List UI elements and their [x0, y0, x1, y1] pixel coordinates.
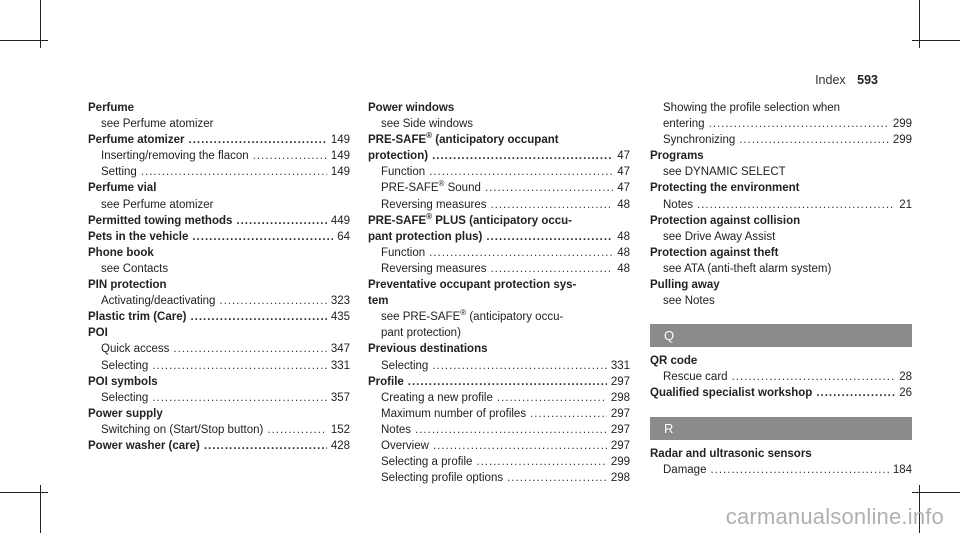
- index-column-1: [88, 100, 350, 454]
- index-subentry[interactable]: Reversing measures ..... 48: [368, 197, 630, 213]
- page-ref: 428: [330, 439, 350, 452]
- crop-mark: [0, 492, 48, 493]
- see-reference[interactable]: see Side windows: [381, 118, 474, 131]
- section-title: Index: [815, 73, 846, 87]
- registered-mark: ®: [460, 308, 467, 318]
- index-entry: Radar and ultrasonic sensors: [650, 447, 812, 460]
- index-subentry[interactable]: Inserting/removing the flacon ..... 149: [88, 148, 350, 164]
- crop-mark: [912, 40, 960, 41]
- index-subentry[interactable]: Selecting ..... 331: [88, 358, 350, 374]
- index-subentry[interactable]: Function ..... 47: [368, 164, 630, 180]
- index-subentry: Showing the profile selection when: [663, 102, 841, 114]
- index-entry: Power supply: [88, 407, 163, 420]
- page-ref: 323: [330, 295, 350, 308]
- index-entry[interactable]: pant protection plus) ..... 48: [368, 229, 630, 245]
- see-reference[interactable]: see PRE-SAFE® (anticipatory occu-: [381, 308, 564, 324]
- index-entry[interactable]: protection) ..... 47: [368, 148, 630, 164]
- index-entry: PRE-SAFE® (anticipatory occupant: [368, 131, 559, 147]
- registered-mark: ®: [438, 179, 445, 189]
- index-entry[interactable]: Power washer (care) ..... 428: [88, 438, 350, 454]
- index-entry: Phone book: [88, 246, 154, 259]
- index-subentry[interactable]: Synchronizing ..... 299: [650, 132, 912, 148]
- index-subentry[interactable]: Selecting ..... 331: [368, 358, 630, 374]
- page-ref: 21: [899, 198, 912, 211]
- page-ref: 297: [610, 423, 630, 436]
- index-entry: QR code: [650, 355, 698, 368]
- crop-mark: [912, 492, 960, 493]
- index-subentry[interactable]: Creating a new profile ..... 298: [368, 390, 630, 406]
- page-ref: 149: [330, 150, 350, 163]
- index-entry: Protecting the environment: [650, 182, 800, 195]
- watermark: carmanualsonline.info: [725, 504, 944, 529]
- page-ref: 449: [330, 214, 350, 227]
- index-entry[interactable]: Permitted towing methods ..... 449: [88, 213, 350, 229]
- index-subentry[interactable]: Switching on (Start/Stop button) ..... 152: [88, 422, 350, 438]
- page-ref: 28: [899, 371, 912, 384]
- see-reference[interactable]: see ATA (anti-theft alarm system): [663, 262, 832, 275]
- page-ref: 149: [330, 166, 350, 179]
- page-ref: 331: [610, 359, 630, 372]
- index-column-2: [368, 100, 630, 486]
- page-ref: 298: [610, 472, 630, 485]
- index-entry: tem: [368, 295, 389, 308]
- index-subentry[interactable]: Quick access ..... 347: [88, 341, 350, 357]
- index-subentry[interactable]: Notes ..... 21: [650, 197, 912, 213]
- see-reference[interactable]: see Perfume atomizer: [101, 118, 214, 131]
- page-ref: 149: [330, 134, 350, 147]
- index-entry: Programs: [650, 150, 704, 163]
- see-reference[interactable]: see DYNAMIC SELECT: [663, 166, 786, 179]
- see-reference[interactable]: see Perfume atomizer: [101, 198, 214, 211]
- index-subentry[interactable]: Selecting ..... 357: [88, 390, 350, 406]
- page-ref: 47: [617, 150, 630, 163]
- index-subentry[interactable]: Activating/deactivating ..... 323: [88, 293, 350, 309]
- page-ref: 299: [892, 134, 912, 147]
- index-subentry[interactable]: Overview ..... 297: [368, 438, 630, 454]
- registered-mark: ®: [426, 211, 433, 221]
- page-ref: 331: [330, 359, 350, 372]
- see-reference[interactable]: see Drive Away Assist: [663, 230, 776, 243]
- index-entry: PRE-SAFE® PLUS (anticipatory occu-: [368, 211, 572, 227]
- index-subentry[interactable]: entering ..... 299: [650, 116, 912, 132]
- page-number: 593: [857, 73, 878, 87]
- index-subentry[interactable]: Setting ..... 149: [88, 164, 350, 180]
- index-column-3: [650, 100, 912, 478]
- page-ref: 64: [337, 230, 350, 243]
- index-entry: Perfume: [88, 102, 135, 114]
- index-subentry[interactable]: Notes ..... 297: [368, 422, 630, 438]
- page-ref: 347: [330, 343, 350, 356]
- index-entry[interactable]: Perfume atomizer ..... 149: [88, 132, 350, 148]
- page-ref: 48: [617, 230, 630, 243]
- index-entry: Protection against theft: [650, 246, 779, 259]
- index-subentry[interactable]: Function ..... 48: [368, 245, 630, 261]
- index-entry: Pulling away: [650, 279, 720, 292]
- page-ref: 47: [617, 182, 630, 195]
- page-ref: 184: [892, 463, 912, 476]
- index-entry: Protection against collision: [650, 214, 801, 227]
- index-entry[interactable]: Qualified specialist workshop ..... 26: [650, 385, 912, 401]
- index-entry: Preventative occupant protection sys-: [368, 279, 577, 292]
- see-reference[interactable]: see Notes: [663, 295, 715, 308]
- page-ref: 357: [330, 391, 350, 404]
- index-subentry[interactable]: PRE-SAFE® Sound ..... 47: [368, 180, 630, 196]
- index-entry: Power windows: [368, 102, 455, 114]
- page-ref: 26: [899, 387, 912, 400]
- index-subentry[interactable]: Rescue card ..... 28: [650, 369, 912, 385]
- letter-section-r: R: [650, 417, 912, 440]
- page-ref: 48: [617, 246, 630, 259]
- index-subentry[interactable]: Maximum number of profiles ..... 297: [368, 406, 630, 422]
- index-entry: Previous destinations: [368, 343, 488, 356]
- see-reference-cont: pant protection): [381, 327, 461, 340]
- page-ref: 297: [610, 407, 630, 420]
- page-ref: 299: [892, 118, 912, 131]
- index-subentry[interactable]: Selecting profile options ..... 298: [368, 470, 630, 486]
- index-entry: Perfume vial: [88, 182, 157, 195]
- page-ref: 297: [610, 439, 630, 452]
- index-entry: POI symbols: [88, 375, 158, 388]
- index-entry[interactable]: Pets in the vehicle ..... 64: [88, 229, 350, 245]
- page-ref: 298: [610, 391, 630, 404]
- page-ref: 48: [617, 262, 630, 275]
- index-entry[interactable]: Profile ..... 297: [368, 374, 630, 390]
- index-subentry[interactable]: Selecting a profile ..... 299: [368, 454, 630, 470]
- page-ref: 299: [610, 456, 630, 469]
- page-ref: 48: [617, 198, 630, 211]
- page-ref: 152: [330, 423, 350, 436]
- index-entry: PIN protection: [88, 279, 167, 292]
- page-ref: 435: [330, 311, 350, 324]
- crop-mark: [0, 40, 48, 41]
- index-entry[interactable]: Plastic trim (Care) ..... 435: [88, 309, 350, 325]
- page-ref: 297: [610, 375, 630, 388]
- index-entry: POI: [88, 327, 108, 340]
- see-reference[interactable]: see Contacts: [101, 262, 169, 275]
- registered-mark: ®: [426, 131, 433, 141]
- letter-section-q: Q: [650, 324, 912, 347]
- index-subentry[interactable]: Reversing measures ..... 48: [368, 261, 630, 277]
- index-subentry[interactable]: Damage ..... 184: [650, 462, 912, 478]
- page-header: [815, 73, 878, 87]
- page-ref: 47: [617, 166, 630, 179]
